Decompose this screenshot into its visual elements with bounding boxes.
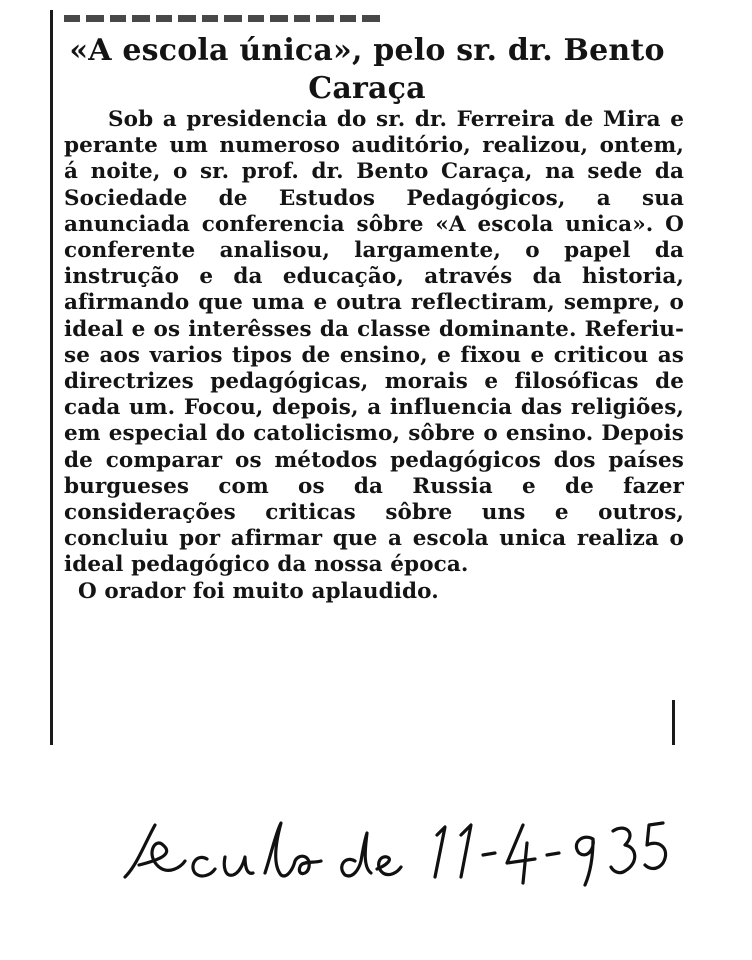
article-headline: «A escola única», pelo sr. dr. Bento Caraça	[69, 33, 665, 106]
column-rule-right	[672, 700, 675, 745]
article-paragraph-main: Sob a presidencia do sr. dr. Ferreira de Mira e perante um numeroso auditório, realizou, ontem, á noite, o sr. prof. dr. Bento Caraça, na sede da Sociedade de Estudos Pedagógicos, a sua anunciada conferencia sôbre «A escola unica». O conferente analisou, largamente, o papel da instrução e da educação, através da historia, afirmando que uma e outra reflectiram, sempre, o ideal e os interêsses da classe dominante. Referiu-se aos varios tipos de ensino, e fixou e criticou as directrizes pedagógicas, morais e filosóficas de cada um. Focou, depois, a influencia das religiões, em especial do catolicismo, sôbre o ensino. Depois de comparar os métodos pedagógicos dos países burgueses com os da Russia e de fazer considerações criticas sôbre uns e outros, concluiu por afirmar que a escola unica realiza o ideal pedagógico da nossa época.	[64, 107, 684, 578]
article-body	[64, 107, 684, 605]
column-rule-left	[50, 10, 53, 745]
handwriting-drawing	[115, 805, 715, 895]
article-paragraph-closing: O orador foi muito aplaudido.	[78, 578, 439, 604]
newspaper-clipping	[34, 0, 684, 760]
torn-top-edge	[64, 12, 382, 22]
handwritten-source-note	[115, 805, 715, 895]
